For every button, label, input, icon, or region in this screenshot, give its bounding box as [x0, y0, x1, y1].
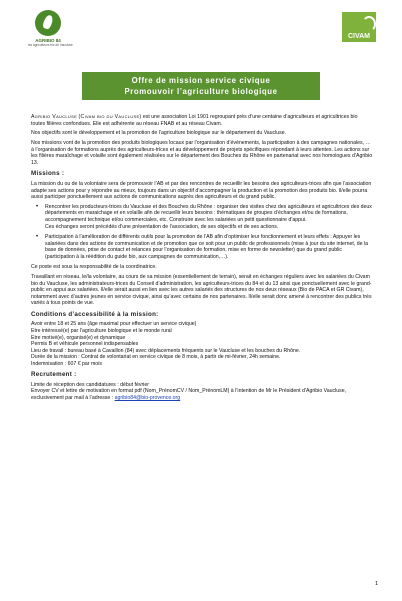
bullet-item: • Participation à l’amélioration de différents outils pour la promotion de l’AB afin d’optimiser leur fonctionnement et leurs effets : Appuyer les salariées dans des actions de communication et de promotion que ce soit pour un public de professionnels (mise à jour du site internet, de la base de données, prise de contact et relances pour l’organisation de formation, mise en forme de newsletter) que du grand public (participation à la réédition du guide bio, aux campagnes de communication,…).: [36, 234, 368, 260]
org-name: Agribio Vaucluse: [31, 114, 78, 120]
condition-line: Etre intéressé(e) par l’agriculture biologique et le monde rural: [31, 327, 172, 334]
recrutement-heading: Recrutement :: [31, 371, 77, 379]
condition-line: Durée de la mission : Contrat de volontariat en service civique de 8 mois, à partir de mi-février, 24h semaine.: [31, 354, 281, 361]
condition-line: Lieu de travail : bureau basé à Cavaillon (84) avec déplacements fréquents sur le Vaucluse et les bouches du Rhône.: [31, 347, 301, 354]
civam-logo: [336, 12, 376, 52]
leaf-icon: [35, 10, 61, 36]
page-subtitle: Promouvoir l’agriculture biologique: [124, 87, 278, 96]
bullet-icon: •: [36, 203, 39, 210]
missions-paragraph-2: Ce poste est sous la responsabilité de la coordinatrice.: [31, 264, 157, 271]
recrutement-instructions: Envoyer CV et lettre de motivation en format pdf (Nom_PrénomCV / Nom_PrénomLM) à l’intention de Mr le Président d’Agribio Vaucluse, exclusivement par mail à l’adresse : agribio84@bio-provence.org: [31, 388, 347, 401]
org-alt-name: (Civam bio du Vaucluse): [78, 114, 142, 120]
intro-paragraph-1: Agribio Vaucluse (Civam bio du Vaucluse) est une association Loi 1901 regroupant près d’une centaine d’agriculteurs et agricultrices bio toutes filières confondues. Elle est adhérente au réseau FNAB et au réseau Civam.: [31, 114, 358, 127]
page-number: 1: [374, 581, 378, 587]
agribio-logo: [28, 10, 73, 47]
civam-logo-name: CIVAM: [347, 33, 371, 40]
condition-line: Etre motivé(e), organisé(e) et dynamique: [31, 334, 126, 341]
condition-line: Avoir entre 18 et 25 ans (âge maximal pour effectuer un service civique): [31, 321, 197, 328]
conditions-heading: Conditions d’accessibilité à la mission:: [31, 310, 159, 318]
recrutement-deadline: Limite de réception des candidatures : début février: [31, 381, 149, 388]
condition-line: Indemnisation : 607 € par mois: [31, 360, 102, 367]
intro-paragraph-2: Nos objectifs sont le développement et la promotion de l’agriculture biologique sur le département du Vaucluse.: [31, 130, 287, 137]
title-banner: [82, 72, 320, 100]
bullet-icon: •: [36, 234, 39, 241]
agribio-logo-tagline: les agriculteurs bio de Vaucluse: [28, 43, 73, 47]
contact-email-link[interactable]: agribio84@bio-provence.org: [114, 394, 181, 401]
swoosh-icon: [362, 16, 376, 32]
agribio-logo-name: AGRIBIO 84: [35, 38, 61, 43]
conditions-list: [31, 321, 373, 367]
bullet-item: • Rencontrer les producteurs-trices du Vaucluse et des Bouches du Rhône : organiser des visites chez des agriculteurs et agricultrices des deux départements en maraichage et en volaille afin de recueillir leurs besoins : thématiques de groupes d’échanges et/ou de formations, accompagnement technique et/ou commerciales, etc. Construire avec les salariées un petit questionnaire d’appui. Ces échanges seront précédés d’une présentation de l’association, de ses objectifs et de ses actions.: [36, 203, 372, 230]
intro-paragraph-3: Nos missions vont de la promotion des produits biologiques locaux par l’organisation d’événements, la participation à des campagnes nationales, … à l’organisation de formations auprès des agriculteurs-trices et au développement de projets spécifiques répondant à leurs attentes. Les actions sur les filières maraîchage et volaille sont également réalisées sur le département des Bouches du Rhône en partenariat avec nos homologues d’Agribio 13.: [31, 140, 373, 166]
missions-heading: Missions :: [31, 170, 65, 178]
condition-line: Permis B et véhicule personnel indispensables: [31, 341, 139, 348]
page-title: Offre de mission service civique: [131, 76, 271, 85]
missions-paragraph-3: Travaillant en réseau, le/la volontaire, au cours de sa mission (essentiellement de terrain), serait en échanges réguliers avec les salariées du Civam bio du Vaucluse, les administrateurs-trices du Conseil d’administration, les agriculteurs-trices du 84 et du 13 ainsi que ponctuellement avec le grand-public en appui aux salariées. Il/elle serait aussi en lien avec les autres salariés des structures de nos deux réseaux (Bio de PACA et GR Civam), notamment avec d’autres jeunes en service civique, ainsi qu’avec certains de nos partenaires. Il/elle serait donc amené à rencontrer des publics très variés à tous points de vue.: [31, 274, 372, 307]
document-body: [31, 114, 373, 401]
missions-paragraph-1: La mission du ou de la volontaire sera de promouvoir l’AB et par des rencontres de recueillir les besoins des agriculteurs-trices afin que l’association adapte ses actions pour y répondre au mieux, toujours dans un objectif d’accompagner la production et la promotion des produits bio. Il/elle pourra aussi participer ponctuellement aux actions de communications auprès des agriculteurs et du grand public.: [31, 180, 372, 201]
